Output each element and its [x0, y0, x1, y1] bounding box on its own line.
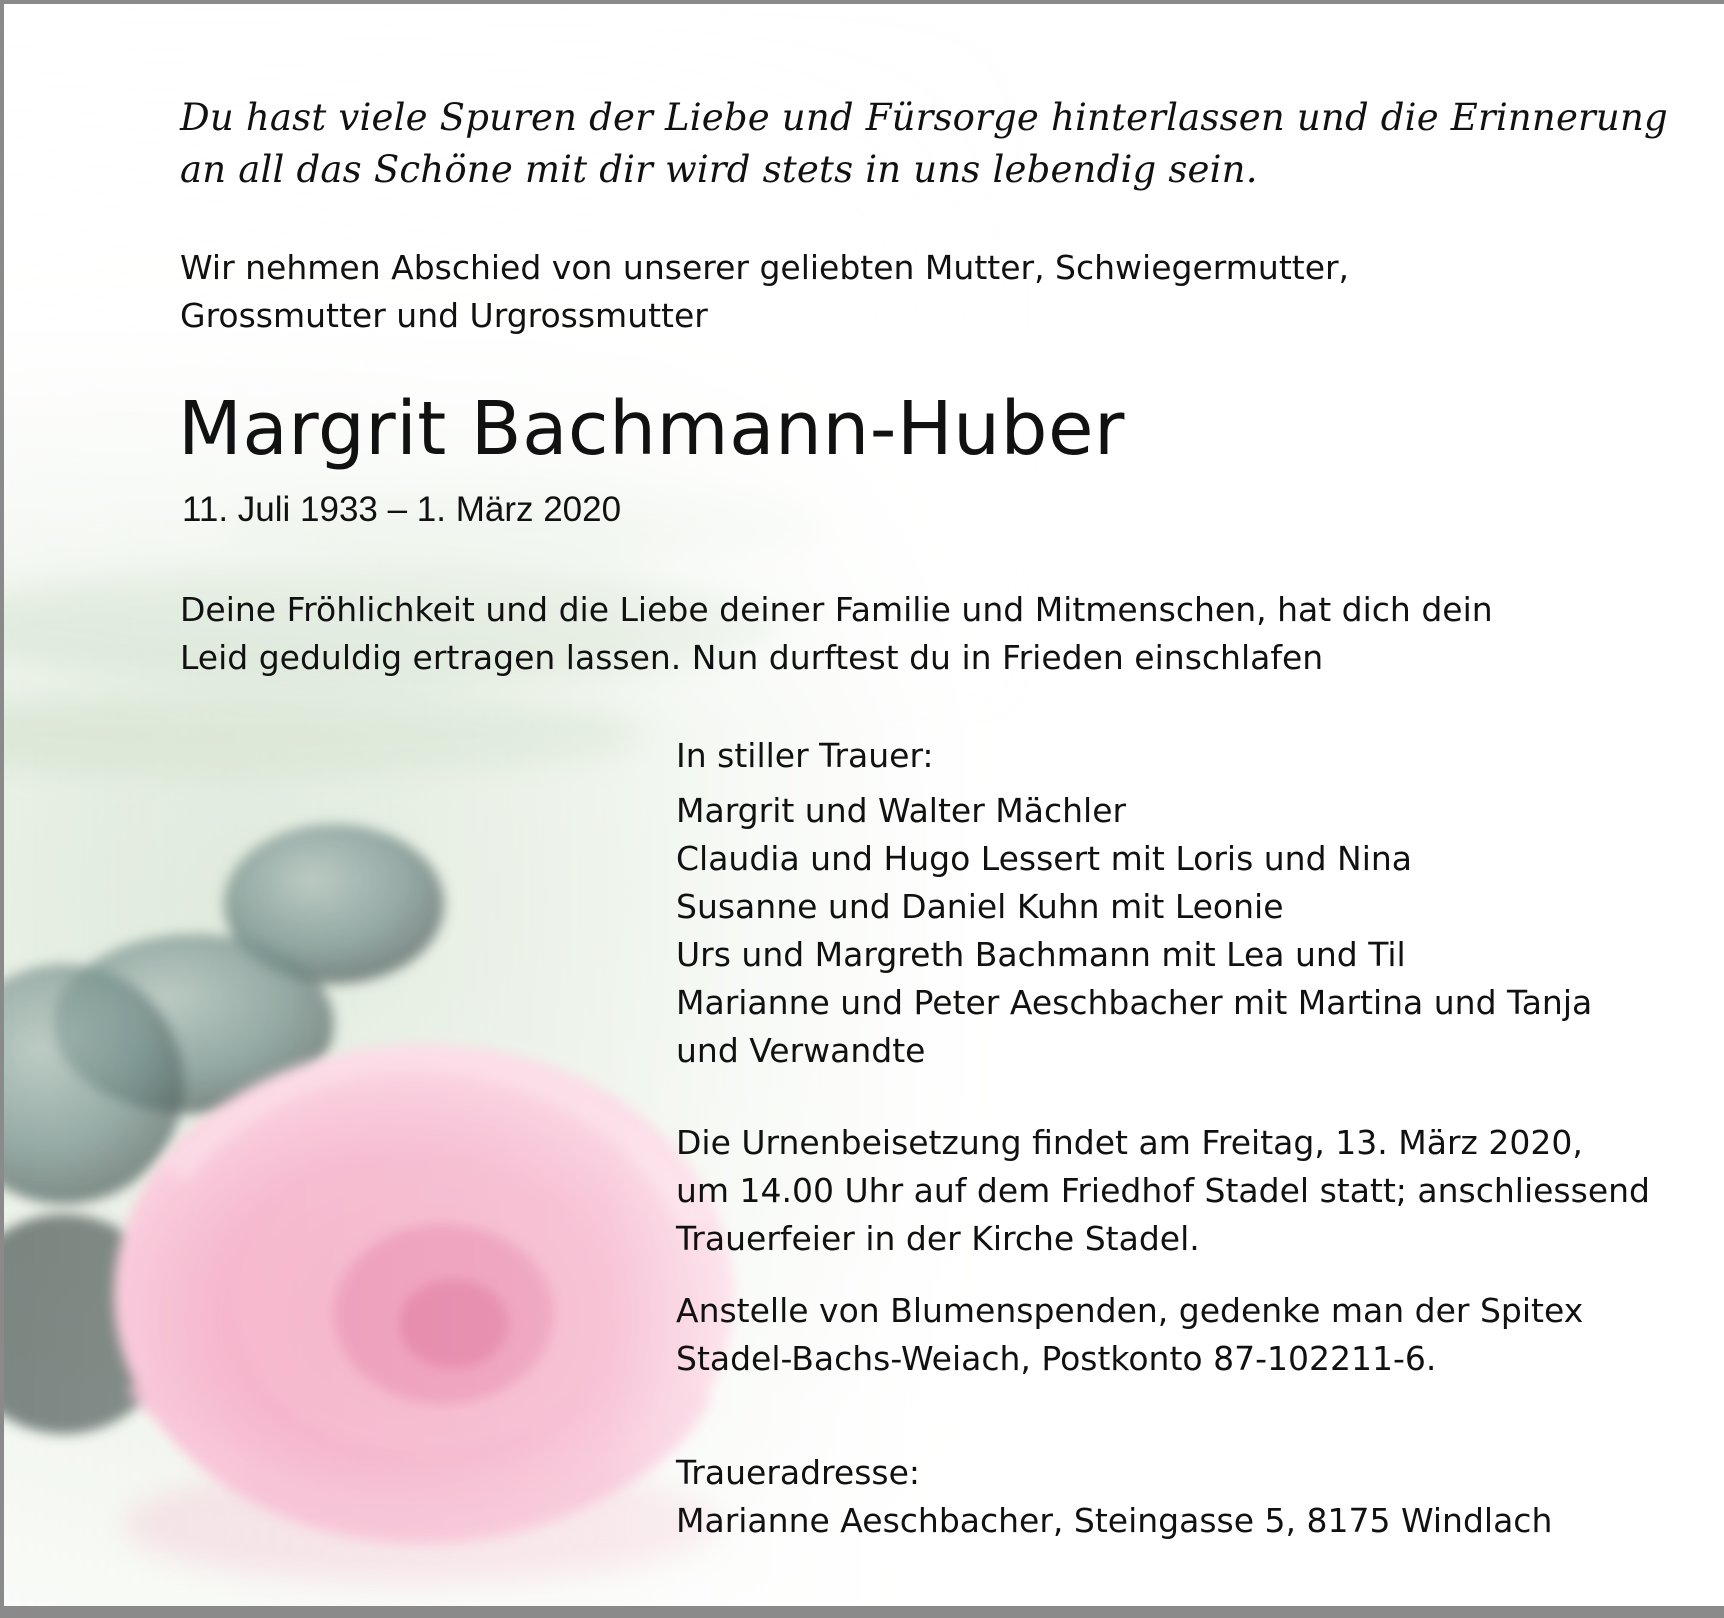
notice-content — [4, 4, 1724, 1618]
farewell-intro — [180, 244, 1580, 340]
tribute-text — [180, 586, 1640, 682]
address-label: Traueradresse: — [676, 1453, 921, 1492]
mourner-name: und Verwandte — [676, 1031, 926, 1070]
donation-line: Anstelle von Blumenspenden, gedenke man der Spitex — [676, 1291, 1584, 1330]
intro-line: Grossmutter und Urgrossmutter — [180, 296, 708, 335]
ceremony-line: Trauerfeier in der Kirche Stadel. — [676, 1219, 1200, 1258]
motto-line: Du hast viele Spuren der Liebe und Fürsorge hinterlassen und die Erinnerung — [180, 96, 1668, 139]
ceremony-info — [676, 1119, 1676, 1263]
ceremony-line: um 14.00 Uhr auf dem Friedhof Stadel statt; anschliessend — [676, 1171, 1650, 1210]
motto-quote — [180, 92, 1668, 196]
motto-line: an all das Schöne mit dir wird stets in uns lebendig sein. — [180, 148, 1258, 191]
mourner-name: Urs und Margreth Bachmann mit Lea und Til — [676, 935, 1406, 974]
ceremony-line: Die Urnenbeisetzung findet am Freitag, 13. März 2020, — [676, 1123, 1583, 1162]
tribute-line: Leid geduldig ertragen lassen. Nun durftest du in Frieden einschlafen — [180, 638, 1324, 677]
mourner-name: Susanne und Daniel Kuhn mit Leonie — [676, 887, 1284, 926]
mourner-name: Margrit und Walter Mächler — [676, 791, 1127, 830]
address-value: Marianne Aeschbacher, Steingasse 5, 8175 Windlach — [676, 1501, 1553, 1540]
mourner-name: Claudia und Hugo Lessert mit Loris und Nina — [676, 839, 1413, 878]
deceased-name: Margrit Bachmann-Huber — [178, 386, 1125, 472]
mourners-list — [676, 787, 1676, 1075]
tribute-line: Deine Fröhlichkeit und die Liebe deiner Familie und Mitmenschen, hat dich dein — [180, 590, 1493, 629]
mourners-heading: In stiller Trauer: — [676, 736, 934, 775]
mourning-address — [676, 1449, 1676, 1545]
mourner-name: Marianne und Peter Aeschbacher mit Martina und Tanja — [676, 983, 1593, 1022]
donation-info — [676, 1287, 1676, 1383]
life-dates: 11. Juli 1933 – 1. März 2020 — [182, 490, 622, 529]
intro-line: Wir nehmen Abschied von unserer geliebten Mutter, Schwiegermutter, — [180, 248, 1350, 287]
donation-line: Stadel-Bachs-Weiach, Postkonto 87-102211-6. — [676, 1339, 1437, 1378]
